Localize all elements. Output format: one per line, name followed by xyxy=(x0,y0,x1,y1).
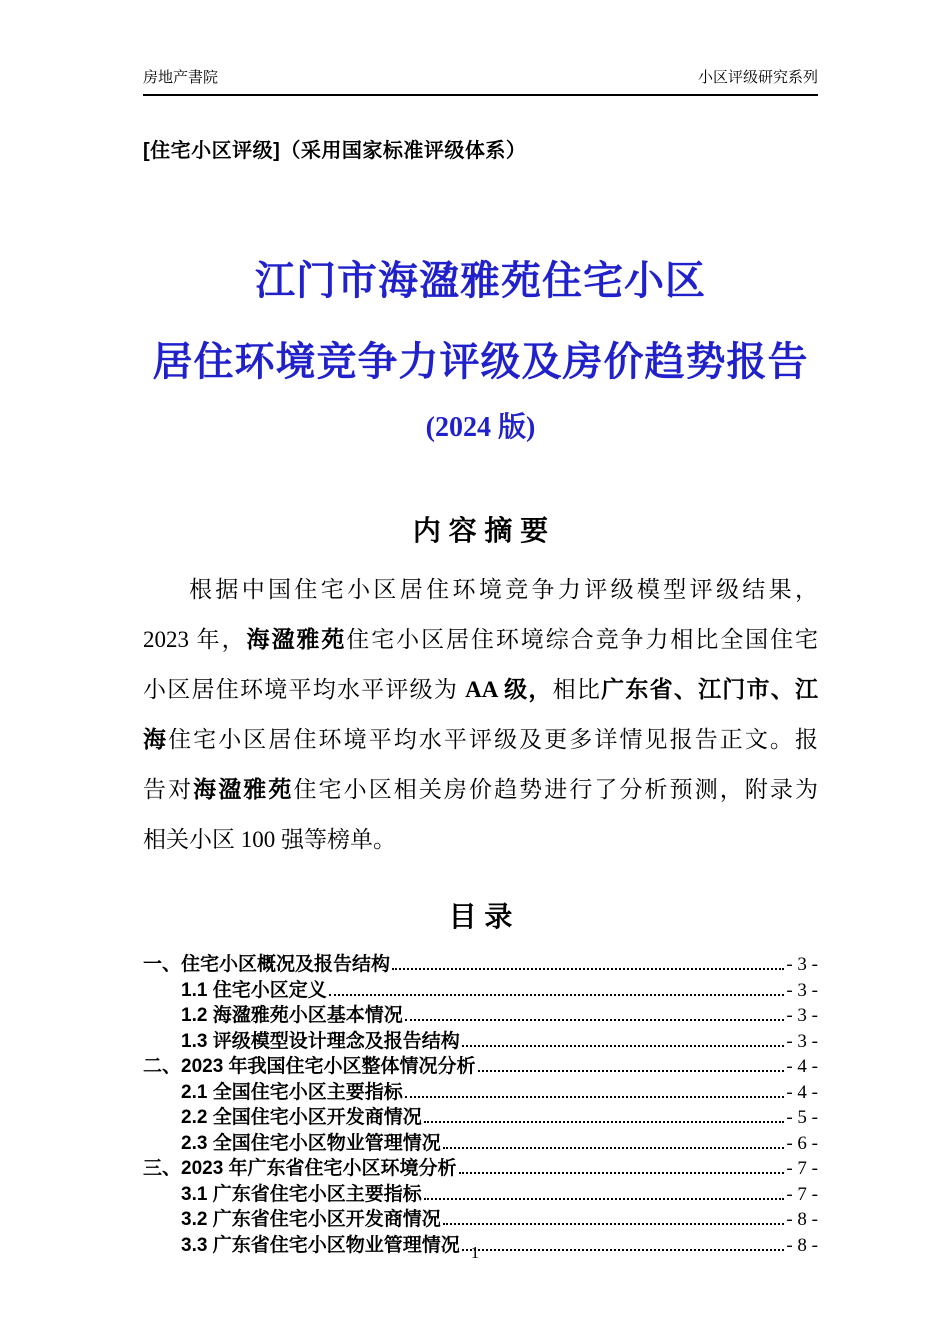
abstract-line xyxy=(143,715,818,765)
toc-item-label: 1.2 海溋雅苑小区基本情况 xyxy=(181,1005,403,1026)
header-left-text: 房地产書院 xyxy=(143,69,219,86)
toc-item-label: 2.3 全国住宅小区物业管理情况 xyxy=(181,1132,441,1154)
toc-item-label: 一、住宅小区概况及报告结构 xyxy=(143,954,391,975)
abstract-text-segment: 住宅小区相关房价趋势进行了分析预测，附录为 xyxy=(293,777,819,802)
report-edition: (2024 版) xyxy=(425,412,536,443)
toc-leader-dots xyxy=(405,1019,785,1021)
toc-item-label: 二、2023 年我国住宅小区整体情况分析 xyxy=(143,1056,476,1077)
toc-item[interactable] xyxy=(143,1051,818,1077)
toc-item[interactable] xyxy=(143,1026,818,1052)
toc-leader-dots xyxy=(392,968,784,970)
abstract-text-segment: 住宅小区居住环境综合竞争力相比全国住宅 xyxy=(346,627,819,652)
toc-item-page: - 3 - xyxy=(786,1030,818,1052)
report-title-line1: 江门市海溋雅苑住宅小区 xyxy=(255,258,706,303)
abstract-text-segment: 小区居住环境平均水平评级为 xyxy=(143,677,466,702)
abstract-bold-segment: 广东省、江门市、江 xyxy=(601,677,819,702)
abstract-text-segment: 2023 年， xyxy=(143,627,247,652)
abstract-text-segment: 相比 xyxy=(552,677,602,702)
toc-item-page: - 6 - xyxy=(786,1132,818,1154)
toc-item-page: - 8 - xyxy=(786,1209,818,1230)
abstract-bold-segment: AA 级， xyxy=(465,677,553,702)
toc-item[interactable] xyxy=(143,1000,818,1026)
toc-item-page: - 7 - xyxy=(786,1183,818,1205)
toc-item[interactable] xyxy=(143,1153,818,1179)
toc-item-label: 1.3 评级模型设计理念及报告结构 xyxy=(181,1030,460,1052)
toc-item[interactable] xyxy=(143,975,818,1001)
toc-leader-dots xyxy=(443,1223,785,1225)
toc-item-label: 3.2 广东省住宅小区开发商情况 xyxy=(181,1209,441,1230)
toc-item[interactable] xyxy=(143,1204,818,1230)
toc-item[interactable] xyxy=(143,1179,818,1205)
abstract-heading: 内 容 摘 要 xyxy=(412,515,549,546)
header-right-text: 小区评级研究系列 xyxy=(697,69,818,86)
toc-leader-dots xyxy=(405,1096,785,1098)
report-title-line2: 居住环境竞争力评级及房价趋势报告 xyxy=(152,339,809,384)
toc-leader-dots xyxy=(424,1121,785,1123)
abstract-bold-segment: 海溋雅苑 xyxy=(193,777,294,802)
page-header xyxy=(143,0,818,96)
toc-item-page: - 3 - xyxy=(786,979,818,1001)
toc-item-page: - 7 - xyxy=(786,1158,818,1179)
toc-item-page: - 3 - xyxy=(786,1005,818,1026)
toc-item-page: - 4 - xyxy=(786,1081,818,1103)
toc-item[interactable] xyxy=(143,949,818,975)
toc-item-label: 1.1 住宅小区定义 xyxy=(181,979,327,1001)
abstract-text-segment: 根据中国住宅小区居住环境竞争力评级模型评级结果， xyxy=(189,577,818,602)
classification-line: [住宅小区评级]（采用国家标准评级体系） xyxy=(143,140,527,162)
abstract-text-segment: 告对 xyxy=(143,777,194,802)
abstract-line xyxy=(143,615,818,665)
toc-item-page: - 5 - xyxy=(786,1107,818,1128)
toc-item-page: - 4 - xyxy=(786,1056,818,1077)
page-number: 1 xyxy=(470,1243,480,1262)
toc-item-label: 3.3 广东省住宅小区物业管理情况 xyxy=(181,1234,460,1256)
toc-leader-dots xyxy=(443,1147,785,1149)
toc-item-page: - 8 - xyxy=(786,1234,818,1256)
toc-item-page: - 3 - xyxy=(786,954,818,975)
abstract-line xyxy=(143,665,818,715)
toc-item[interactable] xyxy=(143,1102,818,1128)
toc-heading: 目 录 xyxy=(448,901,513,932)
toc-item-label: 3.1 广东省住宅小区主要指标 xyxy=(181,1183,422,1205)
abstract-bold-segment: 海溋雅苑 xyxy=(246,627,347,652)
toc-leader-dots xyxy=(462,1045,785,1047)
toc-leader-dots xyxy=(329,994,785,996)
toc-leader-dots xyxy=(424,1198,785,1200)
abstract-bold-segment: 海 xyxy=(143,727,169,752)
toc-leader-dots xyxy=(459,1172,785,1174)
abstract-body xyxy=(143,565,818,865)
toc-item-label: 2.1 全国住宅小区主要指标 xyxy=(181,1081,403,1103)
abstract-line xyxy=(143,765,818,815)
abstract-text-segment: 住宅小区居住环境平均水平评级及更多详情见报告正文。报 xyxy=(168,727,819,752)
toc-item[interactable] xyxy=(143,1128,818,1154)
abstract-line xyxy=(143,565,818,615)
toc-item[interactable] xyxy=(143,1077,818,1103)
abstract-text-segment: 相关小区 100 强等榜单。 xyxy=(143,827,396,852)
toc-item-label: 三、2023 年广东省住宅小区环境分析 xyxy=(143,1158,457,1179)
toc-leader-dots xyxy=(478,1070,785,1072)
toc-list xyxy=(143,949,818,1255)
toc-item-label: 2.2 全国住宅小区开发商情况 xyxy=(181,1107,422,1128)
abstract-line xyxy=(143,815,818,865)
